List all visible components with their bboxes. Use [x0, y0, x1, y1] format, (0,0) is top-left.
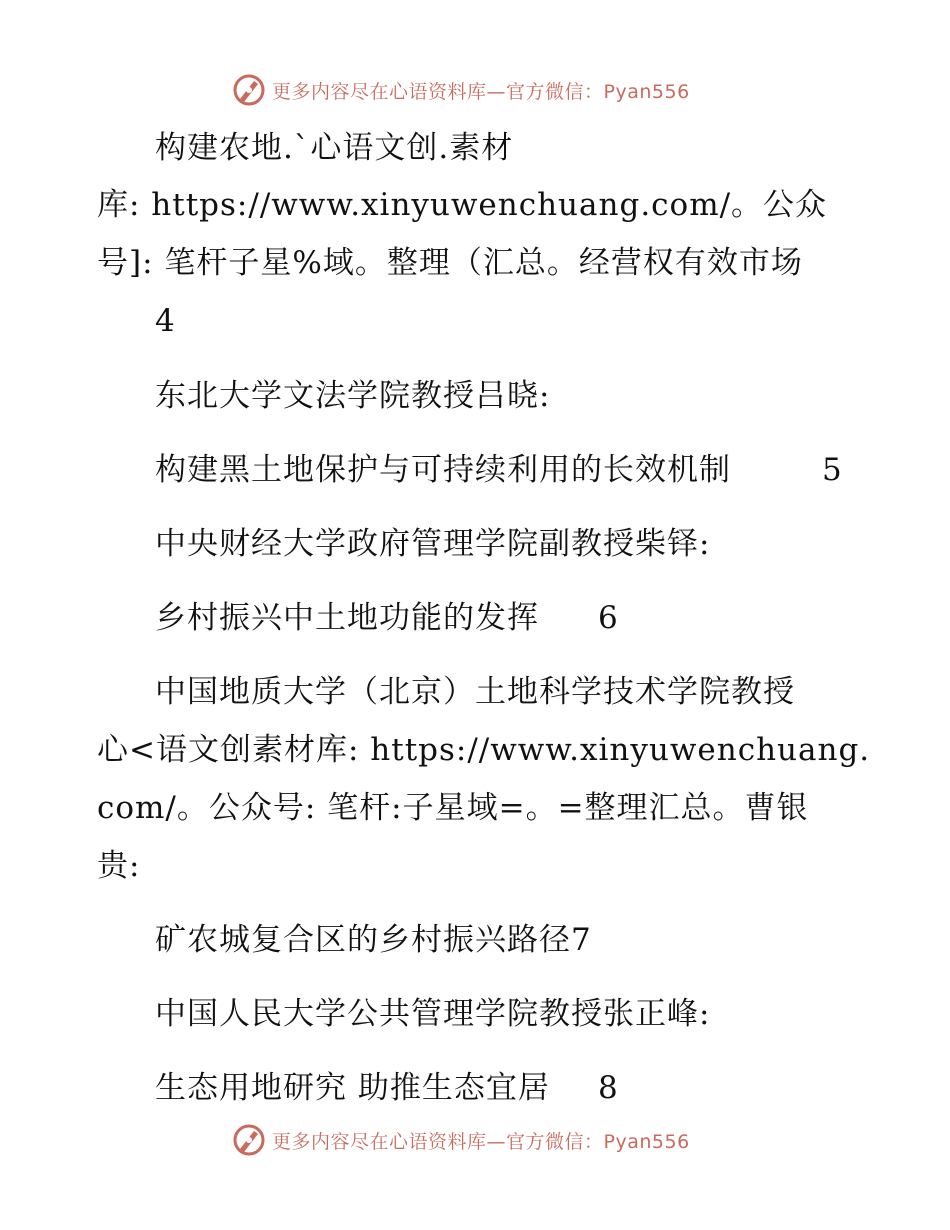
- page-number: 4: [155, 303, 176, 339]
- toc-title: 乡村振兴中土地功能的发挥: [155, 600, 539, 636]
- footer-banner-text: 更多内容尽在心语资料库—官方微信：Pyan556: [272, 1130, 690, 1153]
- toc-line: com/。公众号: 笔杆:子星域=。=整理汇总。曹银: [97, 790, 809, 826]
- header-banner-text: 更多内容尽在心语资料库—官方微信：Pyan556: [272, 80, 690, 103]
- toc-author: 中央财经大学政府管理学院副教授柴铎:: [155, 526, 711, 562]
- toc-line: 贵:: [97, 848, 141, 884]
- toc-title: 构建黑土地保护与可持续利用的长效机制: [155, 452, 731, 488]
- toc-title: 矿农城复合区的乡村振兴路径7: [155, 922, 592, 958]
- toc-line: 构建农地.`心语文创.素材: [155, 130, 514, 166]
- header-banner: [232, 70, 690, 110]
- toc-author: 中国地质大学（北京）土地科学技术学院教授: [155, 674, 795, 710]
- footer-banner: [232, 1120, 690, 1160]
- toc-line: 号]: 笔杆子星%域。整理（汇总。经营权有效市场: [97, 245, 803, 281]
- toc-author: 中国人民大学公共管理学院教授张正峰:: [155, 996, 711, 1032]
- toc-line: 库: https://www.xinyuwenchuang.com/。公众: [97, 187, 828, 223]
- page-number: 8: [598, 1070, 618, 1106]
- toc-line: 心<语文创素材库: https://www.xinyuwenchuang.: [97, 732, 871, 768]
- page-number: 5: [822, 452, 842, 488]
- pen-logo-icon: [232, 73, 266, 107]
- toc-author: 东北大学文法学院教授吕晓:: [155, 378, 551, 414]
- pen-logo-icon: [232, 1123, 266, 1157]
- page-number: 6: [598, 600, 618, 636]
- toc-title: 生态用地研究 助推生态宜居: [155, 1070, 550, 1106]
